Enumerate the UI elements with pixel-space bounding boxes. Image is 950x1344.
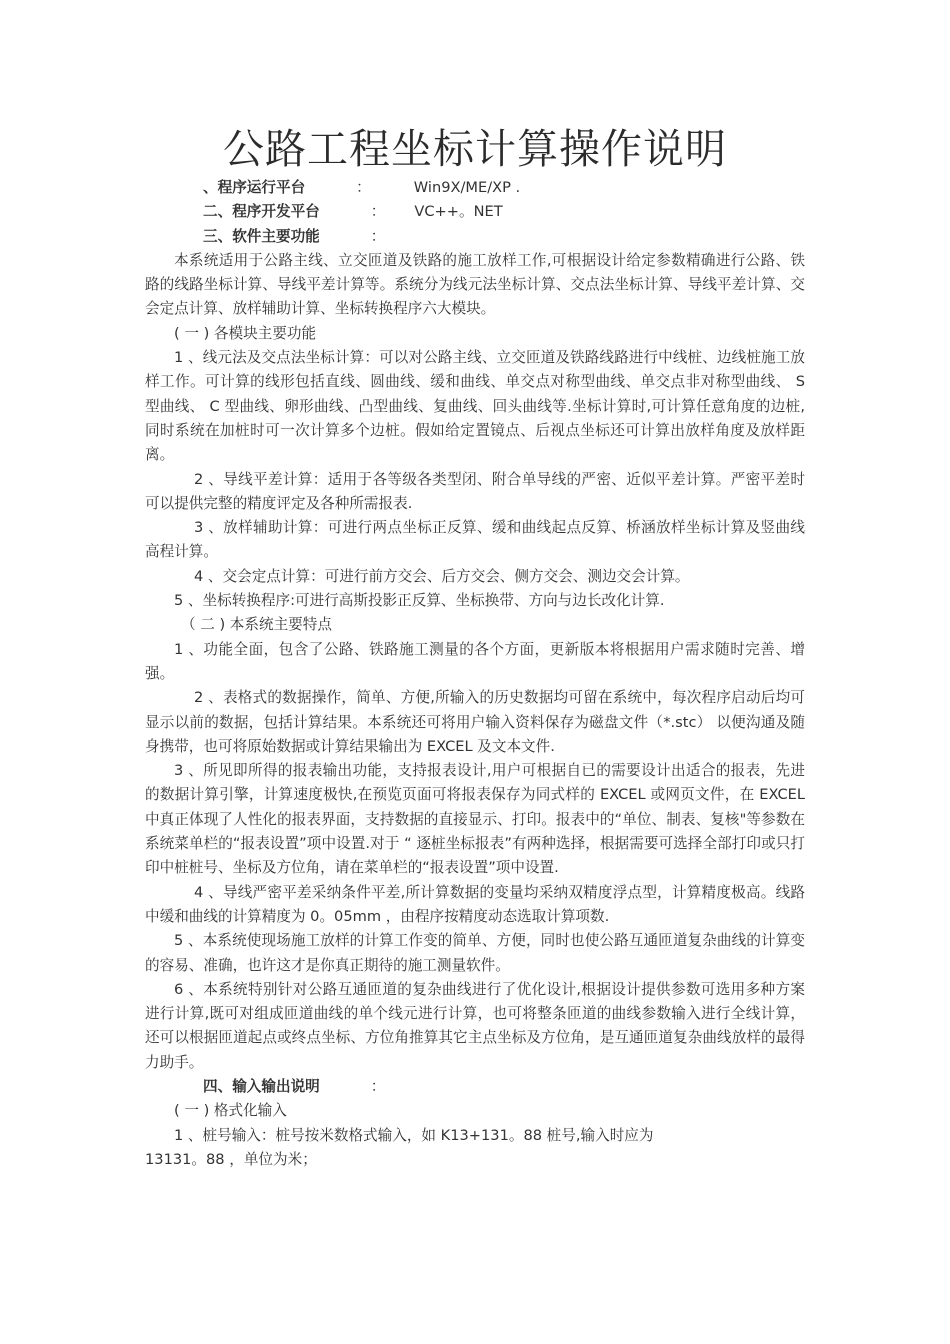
feature-5-paragraph: 5 、本系统使现场施工放样的计算工作变的简单、方便，同时也使公路互通匝道复杂曲线的计算变的容易、准确，也许这才是你真正期待的施工测量软件。 [145,932,805,974]
intro-paragraph: 本系统适用于公路主线、立交匝道及铁路的施工放样工作,可根据设计给定参数精确进行公路、铁路的线路坐标计算、导线平差计算等。系统分为线元法坐标计算、交点法坐标计算、导线平差计算、交会定点计算、放样辅助计算、坐标转换程序六大模块。 [145,251,805,318]
subheading-formatted-input: ( 一 ) 格式化输入 [174,1102,287,1120]
input-1-line-1: 1 、桩号输入：桩号按米数格式输入，如 K13+131。88 桩号,输入时应为 [174,1126,654,1144]
main-functions-line [145,225,805,249]
io-heading-label: 四、输入输出说明 [203,1077,320,1095]
feature-3-paragraph: 3 、所见即所得的报表输出功能，支持报表设计,用户可根据自已的需要设计出适合的报表，先进的数据计算引擎，计算速度极快,在预览页面可将报表保存为同式样的 EXCEL 或网页文件，在 EXCEL 中真正体现了人性化的报表界面，支持数据的直接显示、打印。报表中的“单位、制表、复核"等参数在系统菜单栏的“报表设置”项中设置.对于 “ 逐桩坐标报表”有两种选择，根据需要可选择全部打印或只打印中桩桩号、坐标及方位角，请在菜单栏的“报表设置”项中设置. [145,762,805,877]
subheading-features: （ 二 ) 本系统主要特点 [181,616,332,634]
io-heading-separator: ： [370,1077,386,1095]
input-1-line-2: 13131。88 ，单位为米； [145,1150,317,1168]
main-functions-label: 三、软件主要功能 [203,227,320,245]
module-3-paragraph: 3 、放样辅助计算：可进行两点坐标正反算、缓和曲线起点反算、桥涵放样坐标计算及竖曲线高程计算。 [145,519,805,561]
document-page [145,122,805,1172]
platform-line [145,176,805,200]
dev-platform-label: 二、程序开发平台 [203,203,320,221]
document-title: 公路工程坐标计算操作说明 [223,125,727,173]
module-2-paragraph: 2 、导线平差计算：适用于各等级各类型闭、附合单导线的严密、近似平差计算。严密平差时可以提供完整的精度评定及各种所需报表. [145,470,805,512]
platform-label: 、程序运行平台 [203,179,306,196]
main-functions-separator: ： [370,227,386,245]
platform-value: Win9X/ME/XP . [413,179,521,196]
dev-platform-line [145,200,805,224]
module-4-paragraph: 4 、交会定点计算：可进行前方交会、后方交会、侧方交会、测边交会计算。 [194,567,690,585]
module-5-paragraph: 5 、坐标转换程序:可进行高斯投影正反算、坐标换带、方向与边长改化计算. [174,592,665,610]
io-heading-line [145,1075,805,1099]
feature-6-paragraph: 6 、本系统特别针对公路互通匝道的复杂曲线进行了优化设计,根据设计提供参数可选用多种方案进行计算,既可对组成匝道曲线的单个线元进行计算，也可将整条匝道的曲线参数输入进行全线计算，还可以根据匝道起点或终点坐标、方位角推算其它主点坐标及方位角，是互通匝道复杂曲线放样的最得力助手。 [145,980,805,1071]
dev-platform-separator: ： [370,203,386,221]
feature-2-paragraph: 2 、表格式的数据操作，简单、方便,所输入的历史数据均可留在系统中，每次程序启动后均可显示以前的数据，包括计算结果。本系统还可将用户输入资料保存为磁盘文件（*.stc） 以便沟通及随身携带，也可将原始数据或计算结果输出为 EXCEL 及文本文件. [145,689,805,755]
feature-4-paragraph: 4 、导线严密平差采纳条件平差,所计算数据的变量均采纳双精度浮点型，计算精度极高。线路中缓和曲线的计算精度为 0。05mm ，由程序按精度动态选取计算项数. [145,883,805,925]
module-1-paragraph: 1 、线元法及交点法坐标计算：可以对公路主线、立交匝道及铁路线路进行中线桩、边线桩施工放样工作。可计算的线形包括直线、圆曲线、缓和曲线、单交点对称型曲线、单交点非对称型曲线、 S 型曲线、 C 型曲线、卵形曲线、凸型曲线、复曲线、回头曲线等.坐标计算时,可计算任意角度的边桩,同时系统在加桩时可一次计算多个边桩。假如给定置镜点、后视点坐标还可计算出放样角度及放样距离。 [145,349,805,464]
subheading-modules: ( 一 ) 各模块主要功能 [174,324,317,342]
platform-separator: ： [356,179,371,196]
feature-1-paragraph: 1 、功能全面，包含了公路、铁路施工测量的各个方面，更新版本将根据用户需求随时完善、增强。 [145,640,805,682]
dev-platform-value: VC++。NET [414,203,503,221]
